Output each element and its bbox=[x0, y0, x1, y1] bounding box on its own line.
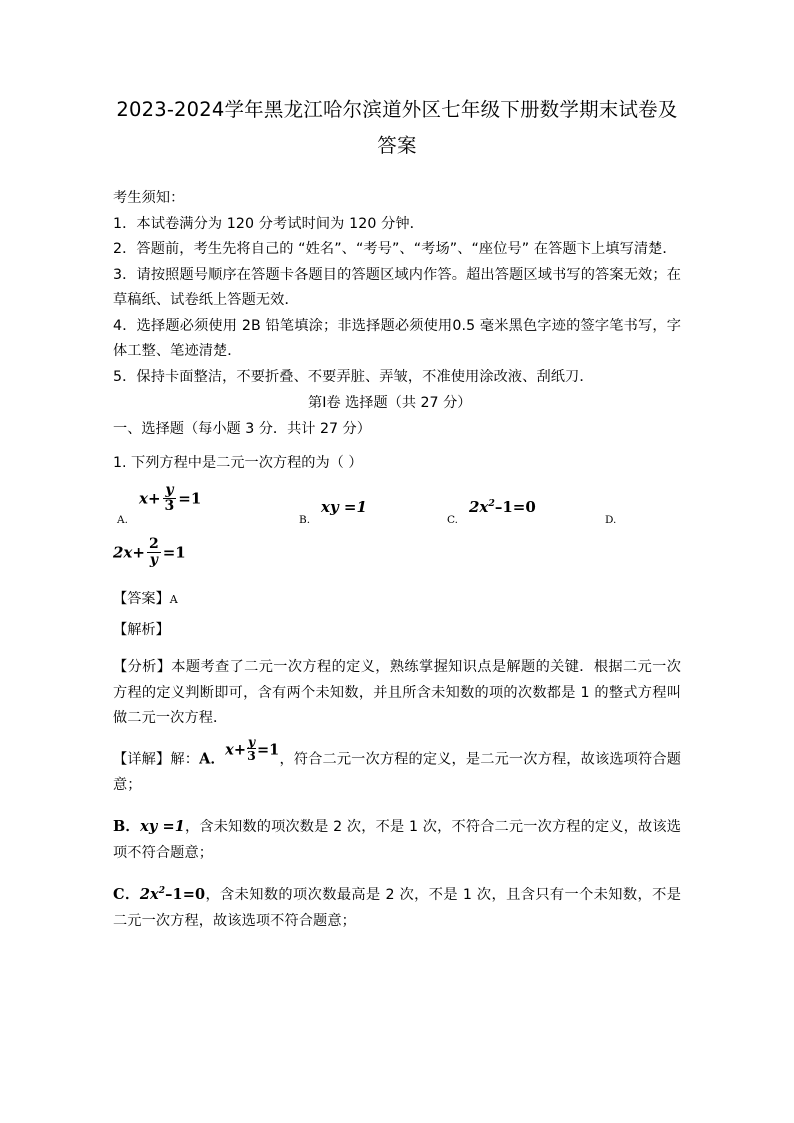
notice-item-4: 4．选择题必须使用 2B 铅笔填涂；非选择题必须使用0.5 毫米黑色字迹的签字笔书写，字体工整、笔迹清楚． bbox=[113, 317, 681, 359]
part-heading: 一、选择题（每小题 3 分．共计 27 分） bbox=[113, 421, 371, 437]
detail-b-text: ，含未知数的项次数是 2 次，不是 1 次，不符合二元一次方程的定义，故该选项不符合题意； bbox=[113, 819, 681, 861]
answer-label: 【答案】 bbox=[113, 591, 170, 607]
option-d-formula-row bbox=[113, 534, 681, 584]
answer-value: A bbox=[169, 593, 178, 606]
detail-label: 【详解】解： bbox=[113, 751, 200, 767]
detail-c-formula: $2x^2-1=0$ bbox=[139, 886, 206, 903]
option-b-label: B. bbox=[299, 514, 311, 526]
question-1-options-row bbox=[113, 480, 681, 532]
detail-explanation-c bbox=[113, 882, 681, 934]
option-a-formula: x+ $\frac{y}{3}$ =1 bbox=[139, 482, 202, 514]
option-d-label: D. bbox=[605, 514, 617, 526]
detail-b-formula: xy =1 bbox=[140, 818, 185, 835]
option-c-label: C. bbox=[447, 514, 458, 526]
notice-item-1: 1．本试卷满分为 120 分考试时间为 120 分钟． bbox=[113, 215, 424, 232]
detail-a-option: A． bbox=[199, 750, 226, 767]
detail-explanation-b bbox=[113, 814, 681, 866]
notice-item-5: 5．保持卡面整洁，不要折叠、不要弄脏、弄皱，不准使用涂改液、刮纸刀． bbox=[113, 368, 594, 385]
answer-line bbox=[113, 584, 681, 615]
option-d-formula: 2x+ $\frac{2}{y}$ =1 bbox=[113, 536, 186, 568]
option-b-formula: xy =1 bbox=[321, 498, 367, 516]
notice-item-3: 3．请按照题号顺序在答题卡各题目的答题区域内作答。超出答题区域书写的答案无效；在草稿纸、试卷纸上答题无效． bbox=[113, 266, 681, 308]
breakdown-label: 【分析】 bbox=[113, 659, 172, 675]
notice-heading: 考生须知： bbox=[113, 190, 185, 206]
volume-heading: 第Ⅰ卷 选择题（共 27 分） bbox=[308, 395, 472, 411]
detail-explanation-a bbox=[113, 733, 681, 799]
detail-a-formula: x+ $\frac{y}{3}$ =1 bbox=[225, 733, 280, 763]
page-title: 2023-2024学年黑龙江哈尔滨道外区七年级下册数学期末试卷及答案 bbox=[116, 98, 678, 157]
detail-a-text: ，符合二元一次方程的定义，是二元一次方程，故该选项符合题意； bbox=[113, 751, 681, 793]
breakdown-paragraph bbox=[113, 655, 681, 732]
detail-c-option: C． bbox=[113, 886, 140, 903]
question-1-stem: 1. 下列方程中是二元一次方程的为（ ） bbox=[113, 455, 363, 471]
detail-c-text: ，含未知数的项次数最高是 2 次，不是 1 次，且含只有一个未知数，不是二元一次方程，故该选项不符合题意； bbox=[113, 887, 681, 929]
notice-item-2: 2．答题前，考生先将自己的 “姓名”、“考号”、“考场”、“座位号” 在答题卞上填写清楚． bbox=[113, 241, 677, 257]
breakdown-text: 本题考查了二元一次方程的定义，熟练掌握知识点是解题的关键．根据二元一次方程的定义判断即可，含有两个未知数，并且所含未知数的项的次数都是 1 的整式方程叫做二元一次方程． bbox=[113, 659, 681, 726]
option-c-formula: $2x^2-1=0$ bbox=[469, 498, 536, 516]
option-a-label: A. bbox=[117, 514, 128, 526]
detail-b-option: B． bbox=[113, 818, 141, 835]
analysis-label: 【解析】 bbox=[113, 622, 170, 638]
